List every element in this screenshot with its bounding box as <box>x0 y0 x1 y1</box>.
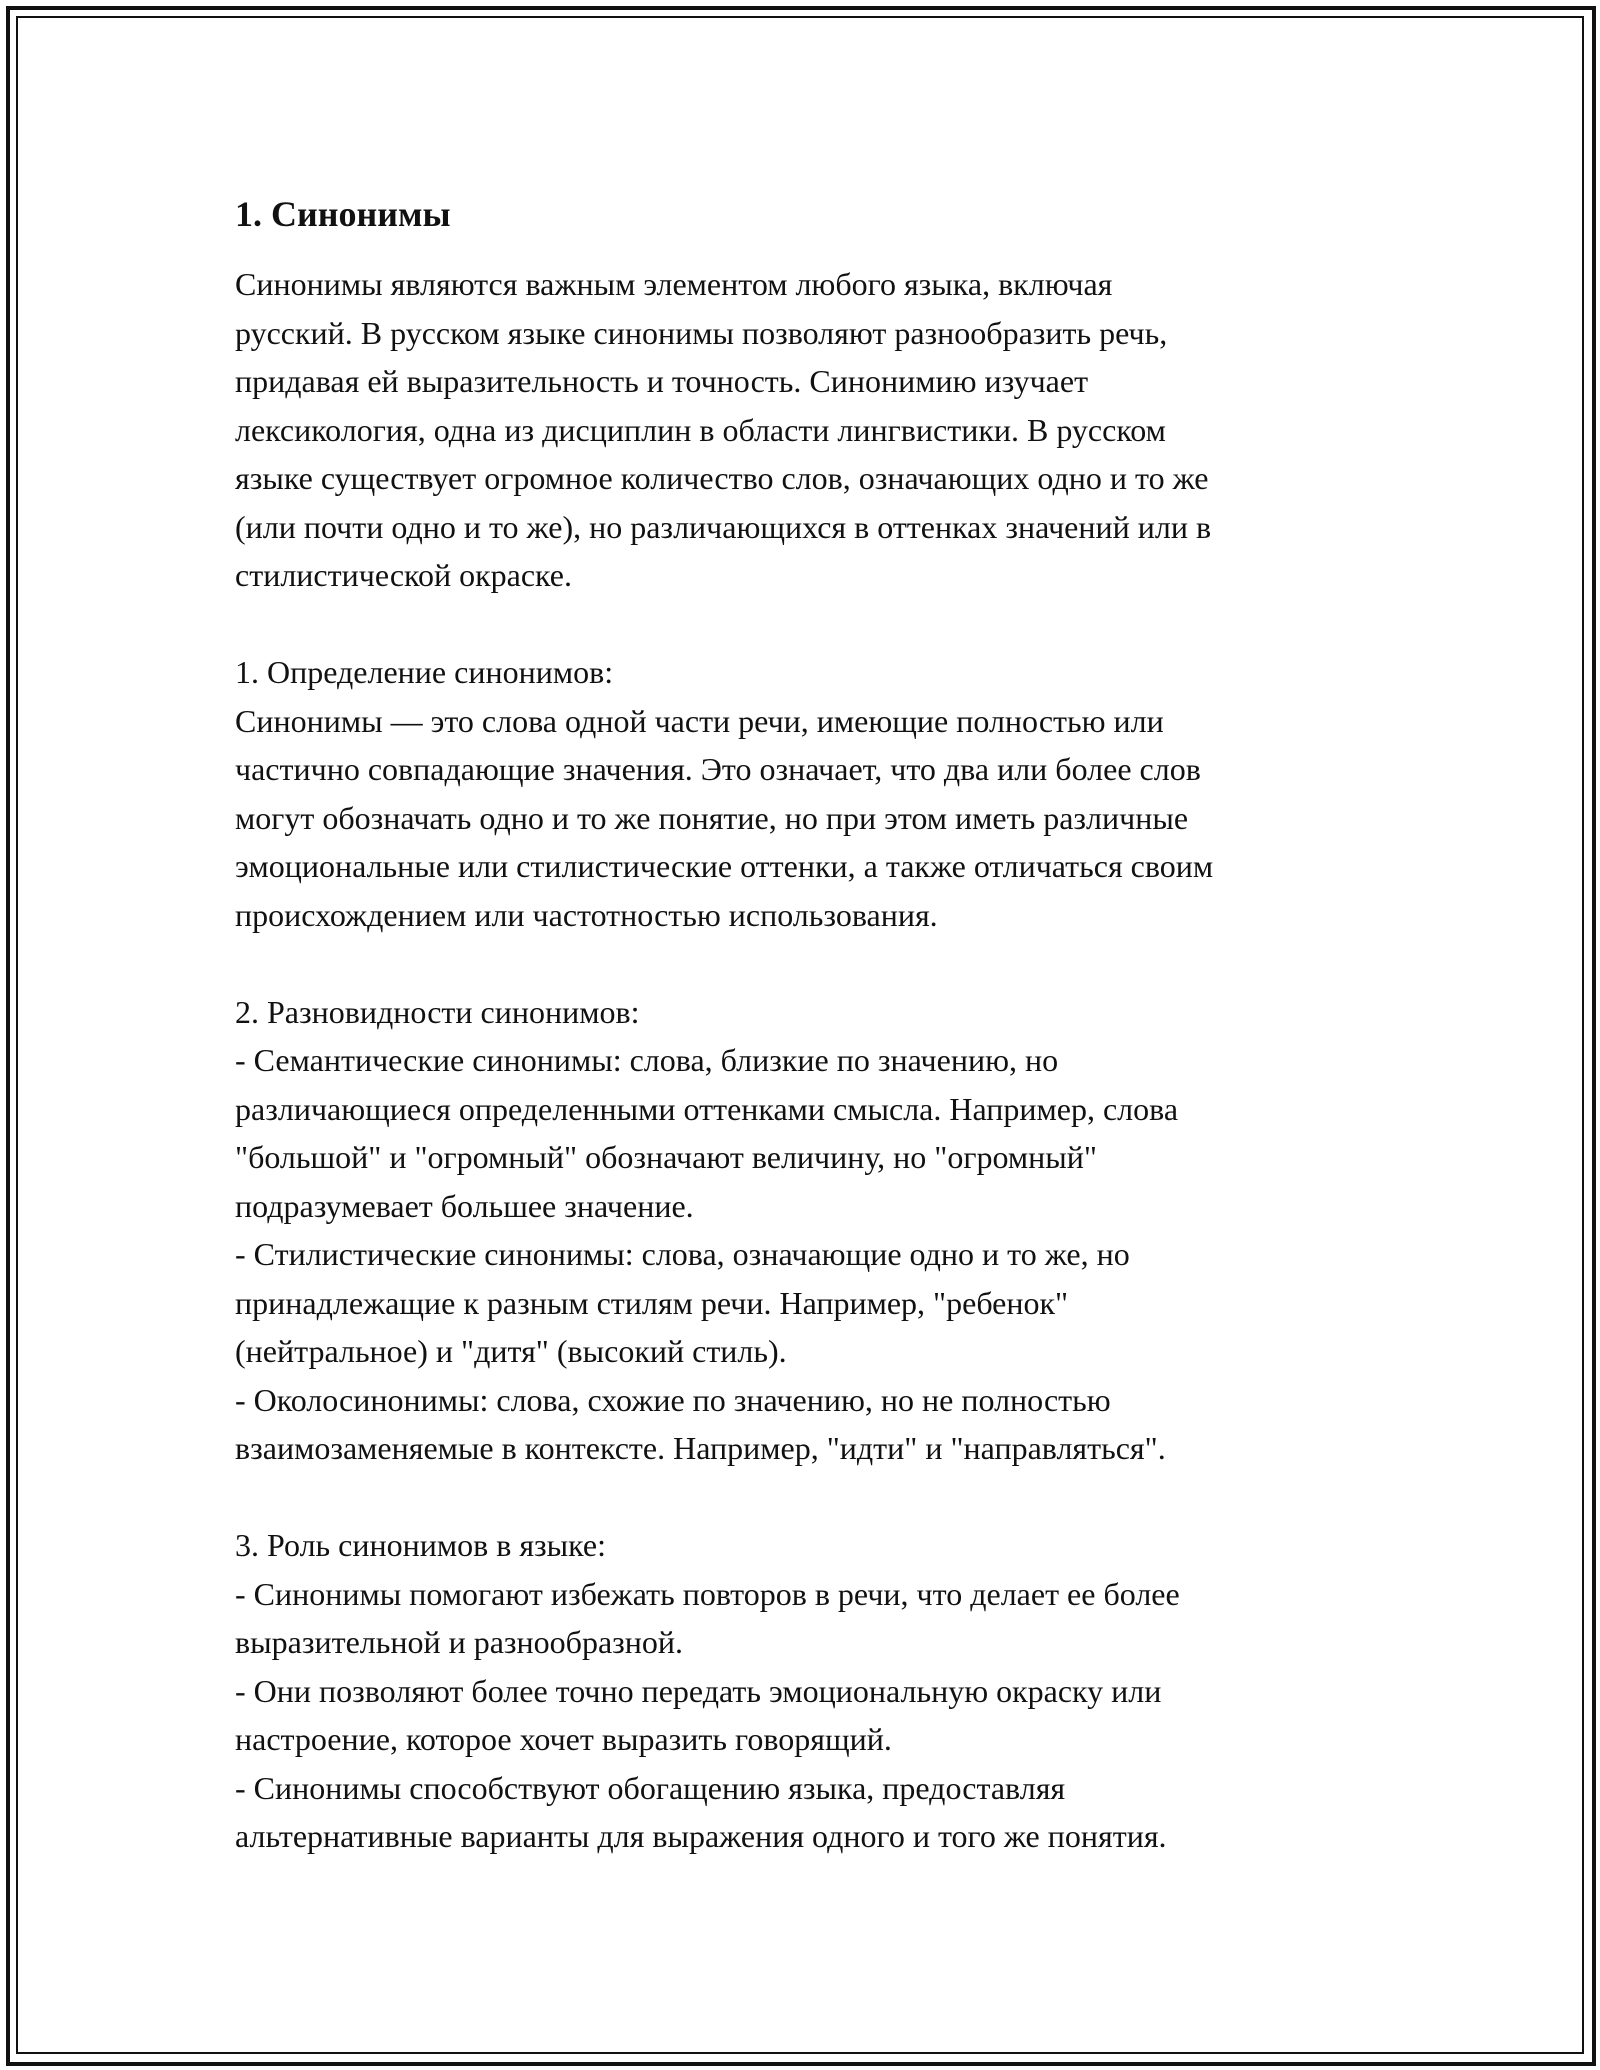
section-heading: 1. Синонимы <box>235 194 451 234</box>
document-page <box>235 190 1375 1861</box>
section-body: Синонимы являются важным элементом любого языка, включая русский. В русском языке синонимы позволяют разнообразить речь, придавая ей выразительность и точность. Синонимию изучает лексикология, одна из дисциплин в области лингвистики. В русском языке существует огромное количество слов, означающих одно и то же (или почти одно и то же), но различающихся в оттенках значений или в стилистической окраске. 1. Определение синонимов: Синонимы — это слова одной части речи, имеющие полностью или частично совпадающие значения. Это означает, что два или более слов могут обозначать одно и то же понятие, но при этом иметь различные эмоциональные или стилистические оттенки, а также отличаться своим происхождением или частотностью использования. 2. Разновидности синонимов: - Семантические синонимы: слова, близкие по значению, но различающиеся определенными оттенками смысла. Например, слова "большой" и "огромный" обозначают величину, но "огромный" подразумевает большее значение. - Стилистические синонимы: слова, означающие одно и то же, но принадлежащие к разным стилям речи. Например, "ребенок" (нейтральное) и "дитя" (высокий стиль). - Околосинонимы: слова, схожие по значению, но не полностью взаимозаменяемые в контексте. Например, "идти" и "направляться". 3. Роль синонимов в языке: - Синонимы помогают избежать повторов в речи, что делает ее более выразительной и разнообразной. - Они позволяют более точно передать эмоциональную окраску или настроение, которое хочет выразить говорящий. - Синонимы способствуют обогащению языка, предоставляя альтернативные варианты для выражения одного и того же понятия. <box>235 266 1214 1854</box>
